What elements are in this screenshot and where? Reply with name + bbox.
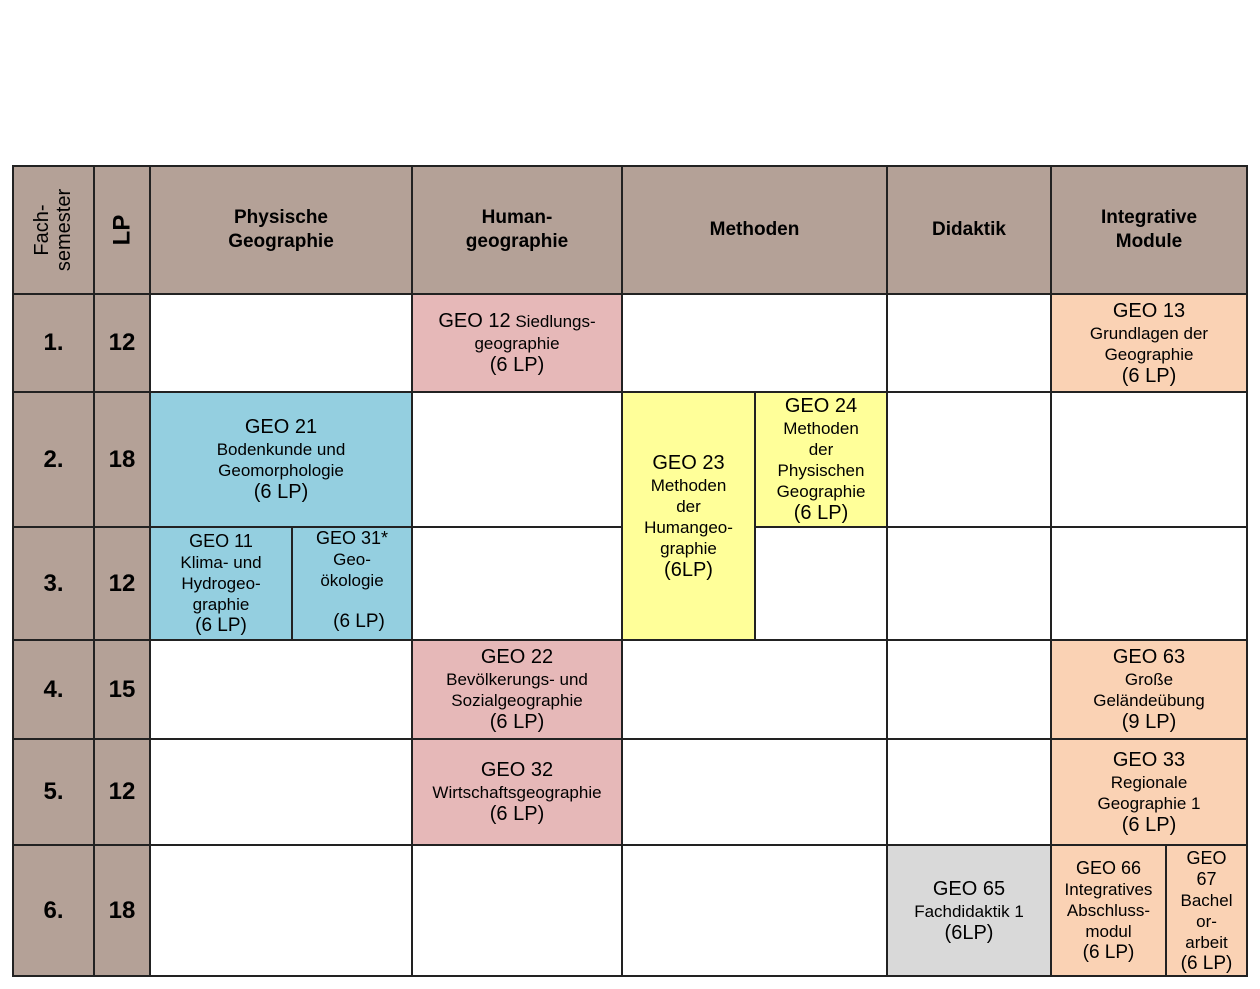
- row-3-semester: [14, 528, 95, 641]
- lp-value: 18: [108, 896, 136, 924]
- module-name: der: [676, 496, 701, 516]
- module-geo31: [293, 528, 413, 641]
- module-lp: (6LP): [944, 921, 994, 944]
- module-code: GEO 66: [1075, 858, 1142, 878]
- cell-2-didaktik: [888, 393, 1052, 528]
- module-lp: (9 LP): [1121, 711, 1177, 733]
- module-geo11: [151, 528, 293, 641]
- module-lp: (6 LP): [489, 803, 545, 825]
- cell-3-human: [413, 528, 623, 641]
- module-lp: (6 LP): [333, 611, 385, 632]
- header-human-line1: Human-: [481, 207, 553, 228]
- module-lp: (6 LP): [489, 354, 545, 376]
- cell-6-human: [413, 846, 623, 975]
- module-code: GEO 32: [480, 759, 554, 781]
- module-name: Geomorphologie: [218, 461, 344, 480]
- lp-value: 12: [108, 778, 136, 805]
- row-2-lp: [95, 393, 151, 528]
- header-methoden: [623, 167, 888, 295]
- header-integrative-line1: Integrative: [1100, 207, 1198, 228]
- module-name: Geographie 1: [1097, 793, 1201, 813]
- module-name: Methoden: [650, 475, 727, 495]
- cell-1-physische: [151, 295, 413, 393]
- module-name: Fachdidaktik 1: [914, 901, 1024, 921]
- module-geo13: [1052, 295, 1246, 393]
- cell-3-integrative: [1052, 528, 1246, 641]
- module-name: Wirtschaftsgeographie: [432, 783, 602, 802]
- cell-1-didaktik: [888, 295, 1052, 393]
- header-physische-line2: Geographie: [228, 231, 334, 252]
- module-geo66: [1052, 846, 1167, 975]
- module-name: Humangeo-: [644, 517, 733, 537]
- module-code: GEO 11: [189, 531, 253, 551]
- module-geo65: [888, 846, 1052, 975]
- module-name: Physischen: [777, 461, 865, 480]
- module-name: or-: [1196, 911, 1217, 931]
- module-lp: (6 LP): [195, 615, 247, 636]
- semester-label: 2.: [43, 445, 64, 473]
- header-physische-geographie: [151, 167, 413, 295]
- semester-label: 4.: [43, 675, 64, 703]
- module-geo24: [756, 393, 888, 528]
- module-lp: (6 LP): [489, 711, 545, 733]
- module-name: Große: [1124, 670, 1174, 689]
- cell-3-didaktik: [888, 528, 1052, 641]
- module-name: Grundlagen der: [1089, 323, 1209, 343]
- header-methoden-label: Methoden: [709, 219, 800, 240]
- module-name: Hydrogeo-: [181, 574, 261, 593]
- header-humangeographie: [413, 167, 623, 295]
- row-1-semester: [14, 295, 95, 393]
- row-6-semester: [14, 846, 95, 975]
- cell-4-physische: [151, 641, 413, 740]
- module-name: Abschluss-: [1066, 901, 1151, 920]
- module-name: Bodenkunde und: [216, 440, 346, 459]
- header-lp: [95, 167, 151, 295]
- cell-1-methoden: [623, 295, 888, 393]
- header-physische-line1: Physische: [234, 207, 328, 228]
- module-geo67: [1167, 846, 1246, 975]
- module-code: GEO 23: [652, 451, 725, 474]
- module-name: graphie: [660, 538, 717, 558]
- cell-2-human: [413, 393, 623, 528]
- module-name: Methoden: [783, 419, 859, 438]
- module-name: Integratives: [1064, 880, 1153, 899]
- cell-3-methoden: [756, 528, 888, 641]
- row-4-semester: [14, 641, 95, 740]
- cell-2-integrative: [1052, 393, 1246, 528]
- module-code: GEO 13: [1112, 299, 1186, 322]
- cell-4-methoden: [623, 641, 888, 740]
- row-4-lp: [95, 641, 151, 740]
- module-code-line2: 67: [1196, 868, 1217, 889]
- cell-5-physische: [151, 740, 413, 846]
- module-lp: (6 LP): [253, 481, 309, 503]
- semester-label: 1.: [43, 329, 64, 356]
- module-name: Sozialgeographie: [451, 691, 583, 710]
- module-lp: (6LP): [664, 558, 713, 581]
- module-name: geographie: [474, 334, 560, 353]
- module-lp: (6 LP): [1082, 942, 1135, 963]
- module-geo22: [413, 641, 623, 740]
- semester-label: 6.: [43, 896, 64, 924]
- cell-5-methoden: [623, 740, 888, 846]
- header-human-line2: geographie: [465, 231, 569, 252]
- semester-label: 5.: [43, 778, 64, 805]
- module-code: GEO 31*: [315, 528, 389, 548]
- module-geo12: [413, 295, 623, 393]
- module-geo32: [413, 740, 623, 846]
- semester-label: 3.: [43, 569, 64, 597]
- lp-value: 12: [108, 569, 136, 597]
- row-6-lp: [95, 846, 151, 975]
- module-name: Geographie: [1104, 344, 1194, 364]
- module-code: GEO 12: [438, 310, 511, 332]
- module-name: graphie: [192, 595, 250, 614]
- module-lp: (6 LP): [1121, 813, 1177, 836]
- header-fachsemester: [14, 167, 95, 295]
- module-name: Siedlungs-: [515, 312, 596, 331]
- module-code: GEO 21: [244, 416, 318, 438]
- cell-4-didaktik: [888, 641, 1052, 740]
- header-didaktik-label: Didaktik: [932, 219, 1006, 240]
- module-name: Regionale: [1110, 772, 1188, 792]
- module-geo23: [623, 393, 756, 641]
- module-code: GEO 22: [480, 646, 554, 668]
- header-fachsemester-line2: semester: [53, 188, 76, 272]
- header-didaktik: [888, 167, 1052, 295]
- header-integrative-module: [1052, 167, 1246, 295]
- row-5-semester: [14, 740, 95, 846]
- module-geo63: [1052, 641, 1246, 740]
- study-plan-table: [12, 165, 1248, 977]
- module-name: modul: [1085, 922, 1132, 941]
- row-1-lp: [95, 295, 151, 393]
- module-name: Geländeübung: [1093, 691, 1205, 710]
- header-integrative-line2: Module: [1115, 231, 1183, 252]
- module-name: arbeit: [1185, 932, 1228, 952]
- module-code: GEO 24: [784, 395, 858, 417]
- cell-6-physische: [151, 846, 413, 975]
- cell-5-didaktik: [888, 740, 1052, 846]
- module-code: GEO 33: [1112, 748, 1186, 771]
- module-name: Geographie: [776, 482, 866, 501]
- module-lp: (6 LP): [793, 502, 849, 524]
- lp-value: 18: [108, 445, 136, 473]
- module-code: GEO 65: [932, 877, 1006, 900]
- module-name: der: [808, 440, 834, 459]
- module-lp: (6 LP): [1121, 364, 1177, 387]
- module-code: GEO 63: [1112, 646, 1186, 668]
- module-name: Bachel: [1180, 890, 1233, 910]
- row-5-lp: [95, 740, 151, 846]
- module-geo33: [1052, 740, 1246, 846]
- row-2-semester: [14, 393, 95, 528]
- module-code: GEO: [1186, 847, 1227, 868]
- cell-6-methoden: [623, 846, 888, 975]
- module-name: ökologie: [320, 571, 384, 590]
- header-fachsemester-line1: Fach-: [31, 204, 54, 256]
- row-3-lp: [95, 528, 151, 641]
- lp-value: 12: [108, 329, 136, 356]
- module-name: Geo-: [333, 550, 371, 569]
- header-lp-label: LP: [107, 214, 135, 246]
- lp-value: 15: [108, 675, 136, 703]
- module-lp: (6 LP): [1180, 952, 1233, 974]
- module-geo21: [151, 393, 413, 528]
- module-name: Bevölkerungs- und: [446, 670, 588, 689]
- module-name: Klima- und: [180, 553, 262, 572]
